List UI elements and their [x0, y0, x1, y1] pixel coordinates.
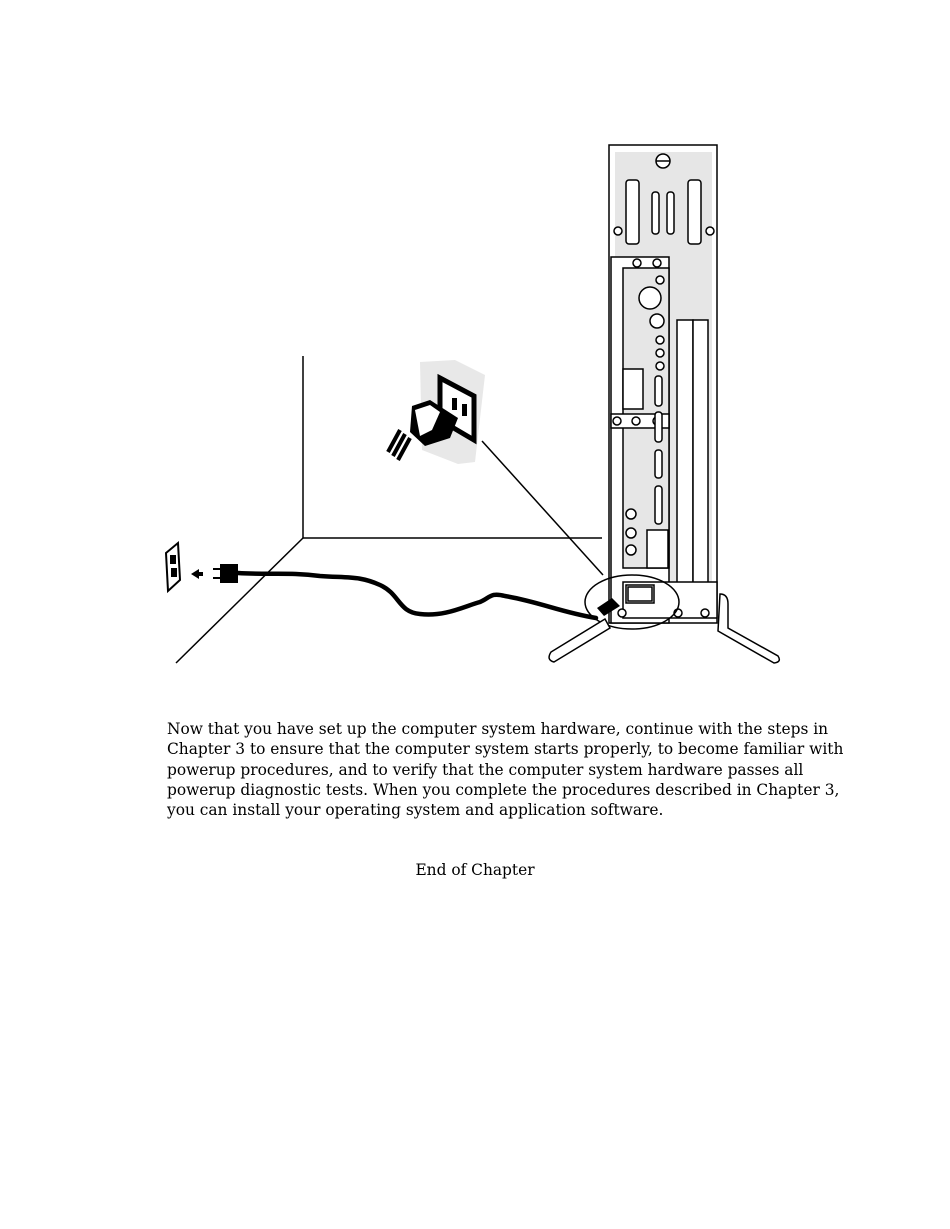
- body-line: Now that you have set up the computer system hardware, continue with the steps in: [167, 720, 829, 738]
- connector-detail-inset: [388, 360, 603, 575]
- body-paragraph: [167, 719, 844, 820]
- body-line: powerup procedures, and to verify that the computer system hardware passes all: [167, 760, 804, 779]
- room-corner-lines: [176, 356, 602, 663]
- end-of-chapter-label: End of Chapter: [415, 861, 535, 879]
- computer-tower: [609, 145, 717, 623]
- body-line: you can install your operating system and application software.: [167, 801, 664, 820]
- body-line: Chapter 3 to ensure that the computer system starts properly, to become familiar with: [167, 740, 844, 759]
- wall-outlet-icon: [166, 543, 180, 591]
- power-cord: [238, 573, 596, 618]
- insert-arrow-icon: [191, 569, 199, 579]
- wall-plug-icon: [213, 564, 238, 583]
- body-line: powerup diagnostic tests. When you complete the procedures described in Chapter 3,: [167, 780, 840, 799]
